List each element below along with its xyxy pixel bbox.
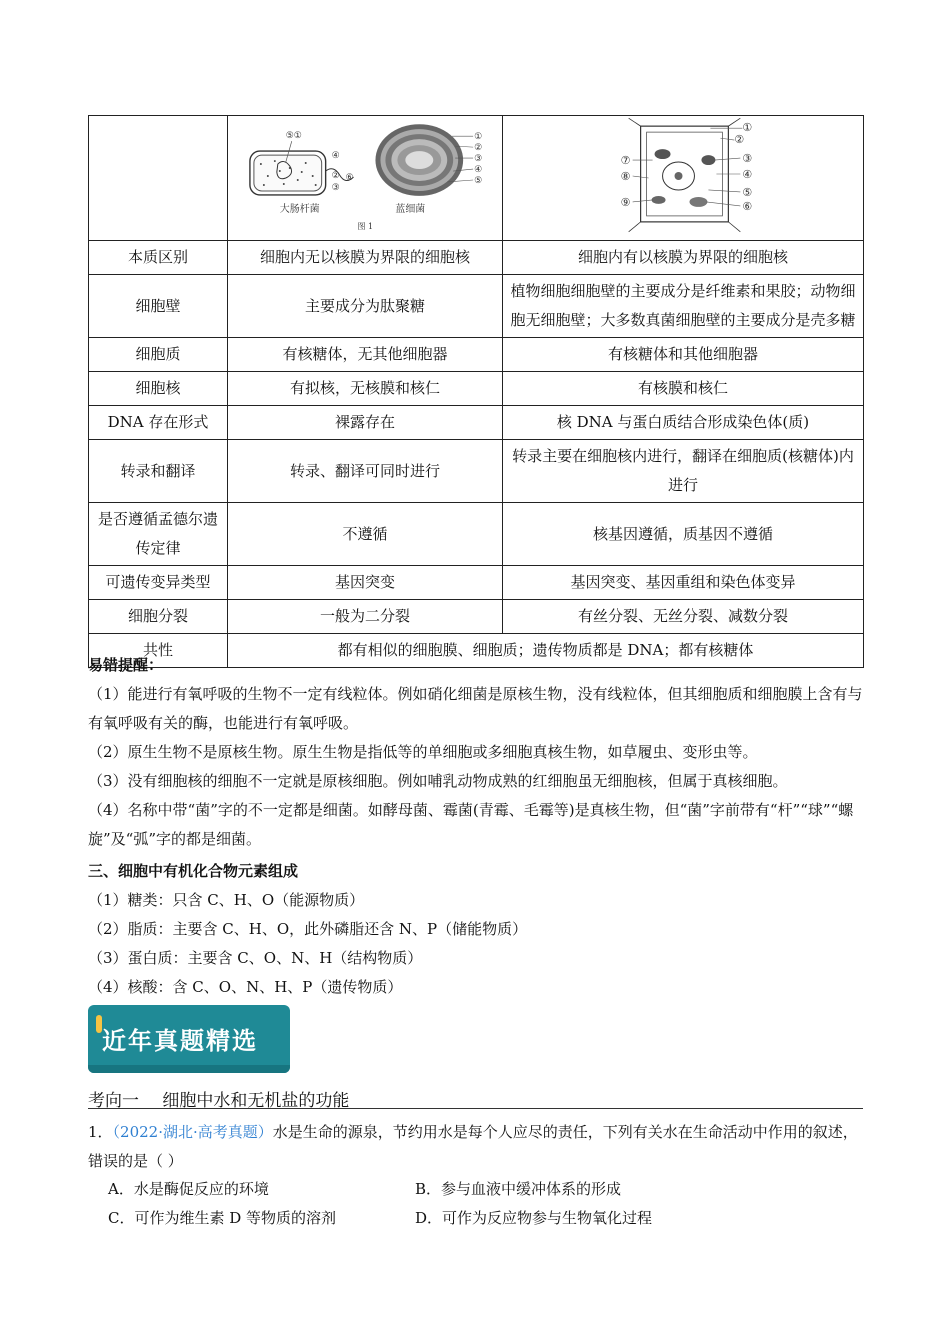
- prokaryote-cell: 基因突变: [228, 566, 503, 600]
- tip-item: （3）没有细胞核的细胞不一定就是原核细胞。例如哺乳动物成熟的红细胞虽无细胞核，但属于真核细胞。: [88, 772, 788, 790]
- plant-label-7: ⑦: [620, 154, 631, 168]
- direction-heading: [88, 1086, 863, 1109]
- row-label: 细胞核: [89, 372, 228, 406]
- question-1: [88, 1118, 863, 1176]
- table-row: [89, 566, 864, 600]
- row-label: 转录和翻译: [89, 440, 228, 503]
- prokaryote-cell: 有拟核，无核膜和核仁: [228, 372, 503, 406]
- direction-prefix: 考向一: [88, 1091, 139, 1111]
- eukaryote-cell: 有核糖体和其他细胞器: [503, 338, 864, 372]
- eukaryote-cell: 核基因遵循，质基因不遵循: [503, 503, 864, 566]
- row-label: 共性: [89, 634, 228, 668]
- comparison-table: [88, 115, 864, 668]
- eukaryote-figure-cell: [503, 116, 864, 241]
- ecoli-label-2: ②: [331, 171, 340, 181]
- row-label: 本质区别: [89, 241, 228, 275]
- prokaryote-cell: 转录、翻译可同时进行: [228, 440, 503, 503]
- eukaryote-cell: 细胞内有以核膜为界限的细胞核: [503, 241, 864, 275]
- eukaryote-cell: 转录主要在细胞核内进行，翻译在细胞质(核糖体)内进行: [503, 440, 864, 503]
- question-stem: 水是生命的源泉，节约用水是每个人应尽的责任，下列有关水在生命活动中作用的叙述，错误的是（ ）: [88, 1123, 858, 1170]
- plant-label-1: ①: [742, 121, 753, 135]
- row-label: DNA 存在形式: [89, 406, 228, 440]
- row-label: 细胞壁: [89, 275, 228, 338]
- plant-label-2: ②: [734, 133, 745, 147]
- plant-label-3: ③: [742, 152, 753, 166]
- tip-item: （2）原生生物不是原核生物。原生生物是指低等的单细胞或多细胞真核生物，如草履虫、变形虫等。: [88, 743, 758, 761]
- option-d[interactable]: D．可作为反应物参与生物氧化过程: [415, 1209, 653, 1227]
- table-row: [89, 440, 864, 503]
- ecoli-label-4: ④: [331, 151, 340, 162]
- table-row: [89, 241, 864, 275]
- prokaryote-cell: 一般为二分裂: [228, 600, 503, 634]
- banner-base: [88, 1065, 290, 1073]
- eukaryote-cell: 核 DNA 与蛋白质结合形成染色体(质): [503, 406, 864, 440]
- figure-number: 图 1: [357, 221, 374, 231]
- cyano-label-2: ②: [474, 143, 483, 154]
- plant-label-9: ⑨: [620, 195, 631, 209]
- plant-cell-figure: [503, 116, 863, 240]
- cyano-label-1: ①: [474, 132, 483, 143]
- ecoli-label-3: ③: [331, 182, 340, 193]
- prokaryote-cell: 主要成分为肽聚糖: [228, 275, 503, 338]
- prokaryote-cell: 不遵循: [228, 503, 503, 566]
- table-row: [89, 275, 864, 338]
- prokaryote-cells-figure: [228, 116, 502, 240]
- tips-heading: 易错提醒：: [88, 656, 164, 674]
- plant-label-8: ⑧: [620, 169, 631, 183]
- ecoli-label-6: ⑥: [345, 172, 354, 183]
- table-row: [89, 372, 864, 406]
- option-a[interactable]: A．水是酶促反应的环境: [108, 1180, 269, 1198]
- table-row: [89, 406, 864, 440]
- option-b[interactable]: B．参与血液中缓冲体系的形成: [415, 1180, 622, 1198]
- eukaryote-cell: 有核膜和核仁: [503, 372, 864, 406]
- element-item: （1）糖类：只含 C、H、O（能源物质）: [88, 891, 365, 909]
- banner-title: 近年真题精选: [102, 1027, 258, 1055]
- element-item: （4）核酸：含 C、O、N、H、P（遗传物质）: [88, 978, 403, 996]
- eukaryote-cell: 基因突变、基因重组和染色体变异: [503, 566, 864, 600]
- eukaryote-cell: 植物细胞细胞壁的主要成分是纤维素和果胶；动物细胞无细胞壁；大多数真菌细胞壁的主要成分是壳多糖: [503, 275, 864, 338]
- plant-label-6: ⑥: [742, 199, 753, 213]
- section-banner: [88, 1005, 290, 1073]
- section-heading: 三、细胞中有机化合物元素组成: [88, 862, 299, 880]
- table-row: [89, 503, 864, 566]
- cyano-caption: 蓝细菌: [395, 203, 426, 215]
- error-tips: [88, 651, 863, 854]
- ecoli-label-top: ⑤①: [285, 131, 302, 142]
- table-row: [89, 600, 864, 634]
- table-row: [89, 338, 864, 372]
- cyano-label-4: ④: [474, 165, 483, 176]
- tip-item: （1）能进行有氧呼吸的生物不一定有线粒体。例如硝化细菌是原核生物，没有线粒体，但其细胞质和细胞膜上含有与有氧呼吸有关的酶，也能进行有氧呼吸。: [88, 685, 863, 732]
- plant-label-5: ⑤: [742, 185, 753, 199]
- question-source: （2022·湖北·高考真题）: [112, 1123, 273, 1141]
- direction-title: 细胞中水和无机盐的功能: [162, 1091, 350, 1111]
- section-three: [88, 857, 863, 1002]
- eukaryote-cell: 有丝分裂、无丝分裂、减数分裂: [503, 600, 864, 634]
- option-c[interactable]: C．可作为维生素 D 等物质的溶剂: [108, 1209, 337, 1227]
- plant-label-4: ④: [742, 168, 753, 181]
- element-item: （2）脂质：主要含 C、H、O，此外磷脂还含 N、P（储能物质）: [88, 920, 528, 938]
- element-item: （3）蛋白质：主要含 C、O、N、H（结构物质）: [88, 949, 423, 967]
- row-label: 细胞质: [89, 338, 228, 372]
- tip-item: （4）名称中带“菌”字的不一定都是细菌。如酵母菌、霉菌(青霉、毛霉等)是真核生物，但“菌”字前带有“杆”“球”“螺旋”及“弧”字的都是细菌。: [88, 801, 854, 848]
- row-label: 是否遵循孟德尔遗传定律: [89, 503, 228, 566]
- empty-cell: [89, 116, 228, 241]
- common-cell: 都有相似的细胞膜、细胞质；遗传物质都是 DNA；都有核糖体: [228, 634, 864, 668]
- row-label: 细胞分裂: [89, 600, 228, 634]
- cyano-label-3: ③: [474, 154, 483, 165]
- row-label: 可遗传变异类型: [89, 566, 228, 600]
- prokaryote-cell: 细胞内无以核膜为界限的细胞核: [228, 241, 503, 275]
- table-figure-row: [89, 116, 864, 241]
- prokaryote-figure-cell: [228, 116, 503, 241]
- cyano-label-5: ⑤: [474, 175, 483, 186]
- ecoli-caption: 大肠杆菌: [279, 203, 320, 215]
- prokaryote-cell: 裸露存在: [228, 406, 503, 440]
- question-number: 1．: [88, 1123, 113, 1141]
- prokaryote-cell: 有核糖体，无其他细胞器: [228, 338, 503, 372]
